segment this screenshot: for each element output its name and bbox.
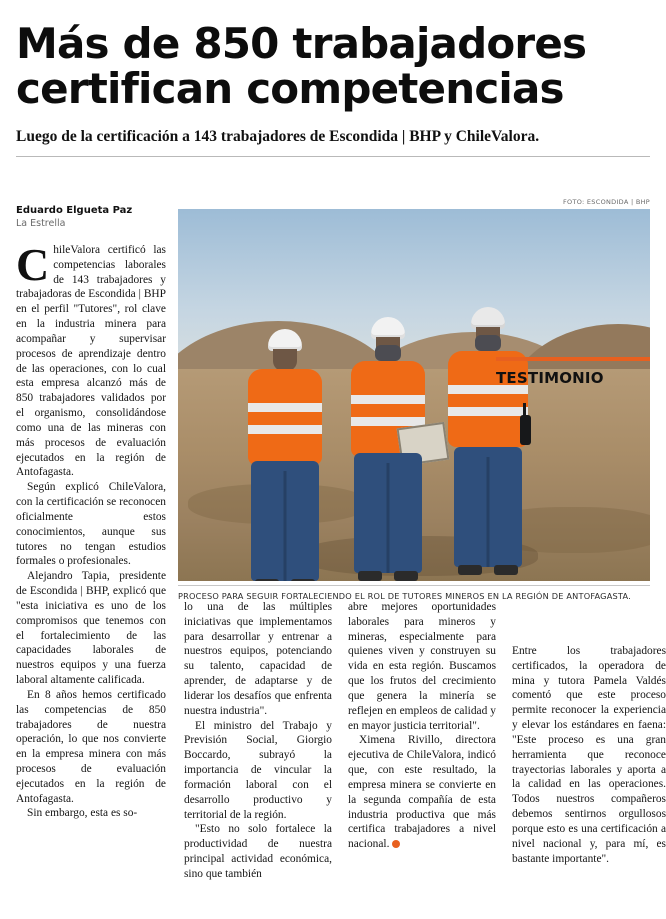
headline-block xyxy=(0,0,666,156)
paragraph: Sin embargo, esta es so- xyxy=(27,807,138,820)
photo-legs xyxy=(251,461,319,581)
photo-face xyxy=(273,349,297,371)
photo-vest-stripe xyxy=(448,407,528,416)
article-column-1 xyxy=(16,239,166,821)
paragraph-text: hileValora certificó las competencias laborales de 143 trabajadores y trabajadoras de Escondida | BHP en el perfil "Tutores", rol clave en la industria minera para acompañar y supervisar procesos de aprendizaje dentro de las operaciones, con lo cual esta empresa alcanzó más de 850 trabajadores validados por el organismo, consolidándose como una de las mineras con más procesos de evaluación ejecutados en la región de Antofagasta. xyxy=(16,244,166,479)
photo-boot xyxy=(255,579,279,581)
photo-vest-stripe xyxy=(351,417,425,426)
paragraph: El ministro del Trabajo y Previsión Social, Giorgio Boccardo, subrayó la importancia de vincular la formación laboral con el desarrollo productivo y territorial de la región. xyxy=(184,719,332,821)
byline-outlet: La Estrella xyxy=(16,217,66,229)
article-column-2 xyxy=(184,600,332,882)
photo-helmet xyxy=(268,329,302,351)
photo-block xyxy=(178,198,650,602)
article-column-3 xyxy=(348,600,496,852)
paragraph: En 8 años hemos certificado las competencias de 850 trabajadores de nuestra operación, lo que nos convierte en la empresa minera con más procesos de evaluación ejecutados en la región de Antofagasta. xyxy=(16,688,166,805)
photo-vest-stripe xyxy=(248,425,322,434)
testimonio-header xyxy=(496,357,650,397)
photo-boot xyxy=(458,565,482,575)
photo-credit: FOTO: ESCONDIDA | BHP xyxy=(563,198,650,206)
paragraph: abre mejores oportunidades laborales para mineros y mineras, especialmente para quienes viven y construyen su vida en esta región. Buscamos que los frutos del crecimiento que genera la minería se reflejen en empleos de calidad y en mayor justicia territorial". xyxy=(348,601,496,732)
photo-boot xyxy=(394,571,418,581)
photo-worker-right xyxy=(440,307,536,579)
photo-helmet xyxy=(471,307,505,329)
photo-legs xyxy=(354,453,422,573)
paragraph: lo una de las múltiples iniciativas que implementamos para desarrollar y entrenar a nuestros equipos, potenciando su talento, capacidad de aprender, de adaptarse y de liderar los desafíos que enfrenta nuestra industria". xyxy=(184,601,332,717)
headline-line-1: Más de 850 trabajadores xyxy=(16,19,587,68)
subheadline: Luego de la certificación a 143 trabajadores de Escondida | BHP y ChileValora. xyxy=(16,128,540,146)
paragraph: "Esto no solo fortalece la productividad de nuestra principal actividad económica, sino que también xyxy=(184,823,332,880)
photo-helmet xyxy=(371,317,405,339)
photo-respirator xyxy=(375,345,401,361)
header-divider xyxy=(16,156,650,157)
photo-respirator xyxy=(475,335,501,351)
photo-vest-stripe xyxy=(351,395,425,404)
paragraph xyxy=(348,733,496,852)
byline xyxy=(16,205,166,230)
testimonio-body: Entre los trabajadores certificados, la operadora de mina y tutora Pamela Valdés comentó que este proceso permite reconocer la experiencia y elevar los estándares en faena: "Este proceso es una gran herramienta que reconoce trayectorias laborales y aporta a la calidad en las operaciones. Todos nuestros compañeros debemos sentirnos orgullosos porque esto es una certificación a nivel nacional y, para mí, es bastante importante". xyxy=(512,645,666,865)
paragraph: Alejandro Tapia, presidente de Escondida | BHP, explicó que "esta iniciativa es uno de los compromisos que tenemos con el fortalecimiento de las capacidades laborales de nuestros equipos y una fuerza laboral altamente calificada. xyxy=(16,570,166,687)
testimonio-accent-bar xyxy=(496,357,650,361)
paragraph-text: Ximena Rivillo, directora ejecutiva de ChileValora, indicó que, con este resultado, la empresa minera se convierte en la segunda compañía de esta industria productiva que más certifica trabajadores a nivel nacional. xyxy=(348,734,496,851)
headline-line-2: certifican competencias xyxy=(16,63,564,113)
photo-radio xyxy=(520,415,531,445)
byline-author: Eduardo Elgueta Paz xyxy=(16,205,133,216)
photo-legs xyxy=(454,447,522,567)
photo-boot xyxy=(291,579,315,581)
end-mark-icon xyxy=(392,840,400,848)
page-title xyxy=(16,19,650,113)
photo-caption: PROCESO PARA SEGUIR FORTALECIENDO EL ROL DE TUTORES MINEROS EN LA REGIÓN DE ANTOFAGASTA. xyxy=(178,585,650,602)
photo-vest xyxy=(248,369,322,465)
paragraph: Según explicó ChileValora, con la certificación se reconocen oficialmente estos conocimientos, aunque sus tutores no tengan estudios formales o profesionales. xyxy=(16,481,166,568)
photo-worker-left xyxy=(240,329,330,579)
dropcap: C xyxy=(16,239,50,290)
photo-worker-middle xyxy=(343,317,433,579)
photo-boot xyxy=(494,565,518,575)
testimonio-column xyxy=(512,644,666,866)
photo-vest-stripe xyxy=(248,403,322,412)
testimonio-title: TESTIMONIO xyxy=(496,369,604,387)
paragraph xyxy=(16,239,166,480)
photo-boot xyxy=(358,571,382,581)
